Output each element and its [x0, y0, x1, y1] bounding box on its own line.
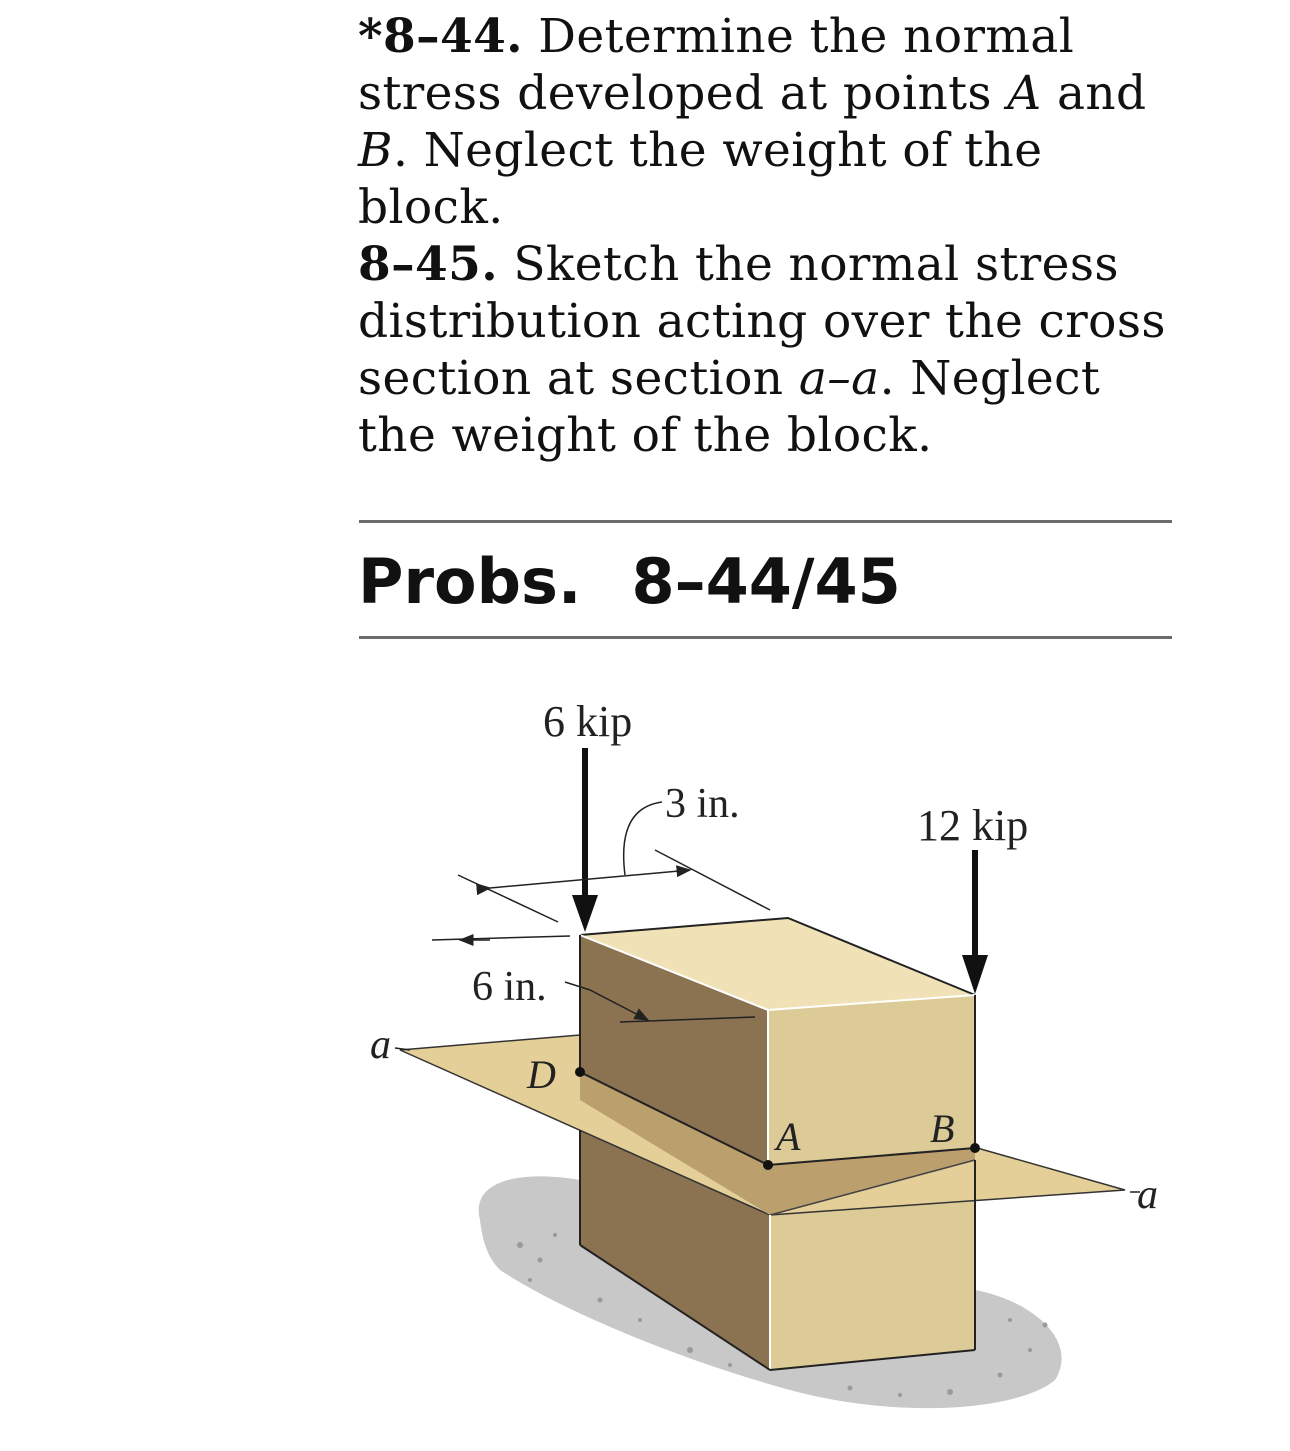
depth-dimension-label: 3 in.: [665, 781, 740, 827]
block-figure: [0, 660, 1290, 1451]
point-b-marker: [970, 1143, 980, 1153]
problem-text-segment: Determine the normal stress developed at points: [358, 9, 1075, 121]
caption-bottom-rule: [359, 636, 1172, 639]
problem-text: [358, 8, 1178, 464]
point-a-label: A: [776, 1114, 801, 1159]
problem-text-segment: . Neglect the weight of the block.: [358, 351, 1101, 463]
caption-label: Probs.: [358, 545, 582, 618]
problem-text-segment: and: [1041, 66, 1147, 121]
point-label: A: [1007, 66, 1042, 121]
point-b-label: B: [930, 1106, 955, 1151]
load-arrow-right: [962, 850, 988, 994]
load-arrow-left: [572, 748, 598, 932]
caption-number: 8–44/45: [631, 545, 901, 618]
section-left-label: a: [370, 1022, 391, 1068]
problem-number: *8–44.: [358, 9, 523, 64]
problem-number: 8–45.: [358, 237, 498, 292]
point-a-marker: [763, 1160, 773, 1170]
width-dimension-label: 6 in.: [472, 964, 547, 1010]
point-d-marker: [575, 1067, 585, 1077]
section-label: a–a: [798, 351, 880, 406]
caption-top-rule: [359, 520, 1172, 523]
problem-8-44: [358, 8, 1178, 236]
load-right-label: 12 kip: [917, 801, 1029, 850]
load-left-label: 6 kip: [543, 697, 633, 746]
problem-8-45: [358, 236, 1178, 464]
problem-text-segment: Sketch the normal stress distribution acting over the cross section at section: [358, 237, 1166, 406]
point-label: B: [358, 123, 393, 178]
point-d-label: D: [527, 1052, 556, 1097]
figure-caption: [358, 545, 901, 618]
problem-text-segment: . Neglect the weight of the block.: [358, 123, 1043, 235]
section-right-label: a: [1137, 1172, 1158, 1218]
